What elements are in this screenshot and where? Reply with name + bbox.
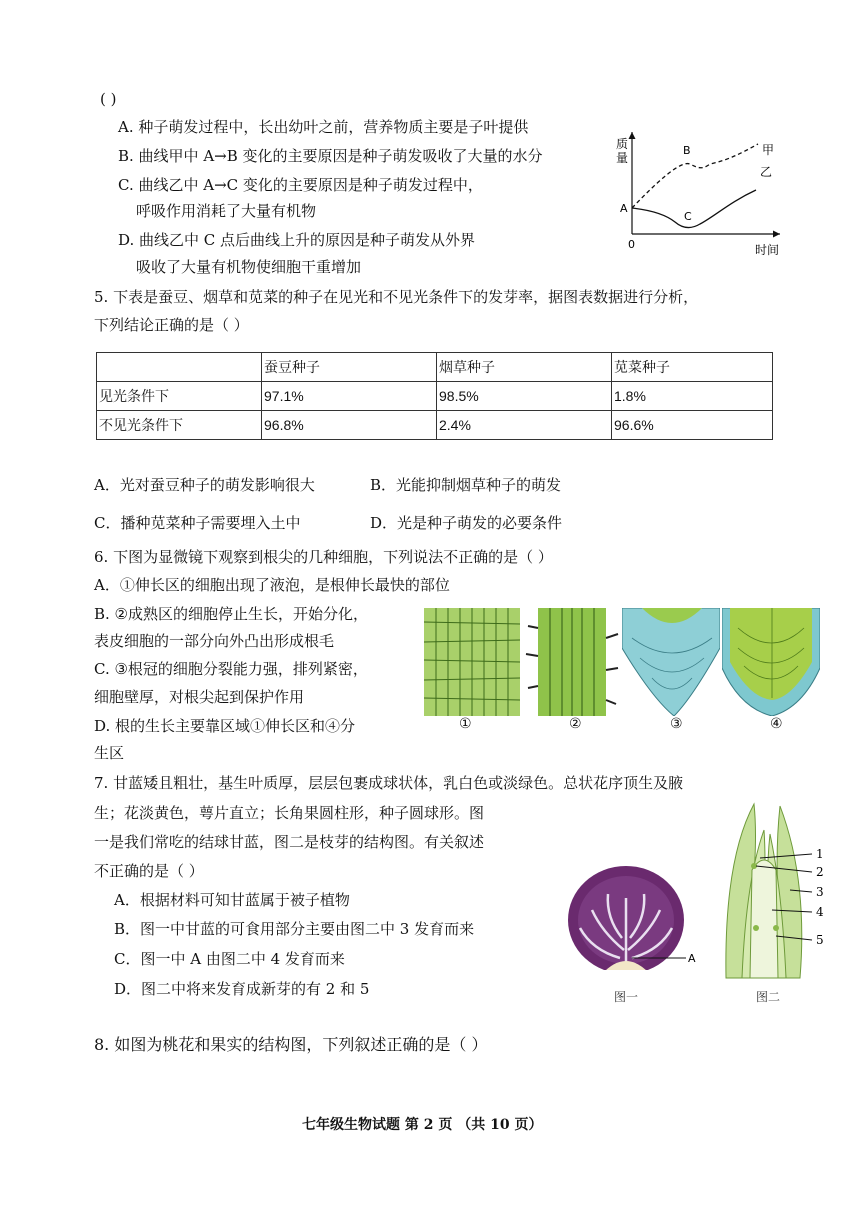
q5-option-a: A．光对蚕豆种子的萌发影响很大 [94, 476, 315, 494]
table-header-cell: 烟草种子 [437, 353, 612, 382]
root-cell-image-maturation [524, 608, 620, 716]
point-a-label: A [620, 202, 628, 215]
root-label-2: ② [569, 716, 582, 732]
root-cell-image-meristem [722, 608, 820, 716]
bud-structure-figure [716, 800, 832, 980]
table-header-row [97, 353, 773, 382]
point-c-label: C [684, 210, 692, 223]
table-cell: 见光条件下 [97, 382, 262, 411]
table-header-cell [97, 353, 262, 382]
q7-stem-line3: 一是我们常吃的结球甘蓝，图二是枝芽的结构图。有关叙述 [94, 833, 485, 851]
cabbage-figure [562, 858, 704, 976]
q5-germination-table [96, 352, 773, 440]
table-cell: 2.4% [437, 411, 612, 440]
q6-option-c-line1: C. ③根冠的细胞分裂能力强，排列紧密， [94, 660, 368, 678]
root-cell-image-elongation [424, 608, 520, 716]
q5-stem-line1: 5. 下表是蚕豆、烟草和苋菜的种子在见光和不见光条件下的发芽率，据图表数据进行分析， [94, 288, 699, 306]
root-cell-image-rootcap [622, 608, 720, 716]
figure1-caption: 图一 [614, 990, 639, 1004]
root-label-1: ① [459, 716, 472, 732]
q8-stem: 8. 如图为桃花和果实的结构图，下列叙述正确的是（ ） [94, 1035, 488, 1054]
point-b-label: B [683, 144, 691, 157]
bud-label-4: 4 [816, 905, 824, 919]
q4-option-b: B. 曲线甲中 A→B 变化的主要原因是种子萌发吸收了大量的水分 [118, 147, 543, 165]
q5-stem-line2: 下列结论正确的是（ ） [94, 316, 249, 334]
q7-stem-line2: 生；花淡黄色，萼片直立；长角果圆柱形，种子圆球形。图 [94, 804, 485, 822]
figure2-caption: 图二 [756, 990, 781, 1004]
q6-option-d-line1: D. 根的生长主要靠区域①伸长区和④分 [94, 717, 356, 735]
page-footer: 七年级生物试题 第 2 页 （共 10 页） [302, 1117, 543, 1133]
cabbage-label-a: A [688, 952, 696, 965]
table-cell: 96.8% [262, 411, 437, 440]
q4-option-d-line2: 吸收了大量有机物使细胞干重增加 [136, 258, 362, 276]
table-header-cell: 蚕豆种子 [262, 353, 437, 382]
y-label-1: 质 [616, 137, 629, 151]
table-cell: 97.1% [262, 382, 437, 411]
q4-option-c-line2: 呼吸作用消耗了大量有机物 [136, 202, 317, 220]
root-label-4: ④ [770, 716, 783, 732]
q6-option-d-line2: 生区 [94, 744, 125, 762]
table-cell: 98.5% [437, 382, 612, 411]
q4-mass-curve-graph [610, 124, 790, 260]
bud-label-5: 5 [816, 933, 824, 947]
table-cell: 96.6% [612, 411, 773, 440]
bud-label-3: 3 [816, 885, 824, 899]
q7-option-d: D．图二中将来发育成新芽的有 2 和 5 [114, 980, 370, 998]
curve-yi [632, 190, 756, 228]
table-header-cell: 苋菜种子 [612, 353, 773, 382]
q5-option-d: D．光是种子萌发的必要条件 [370, 514, 563, 532]
q4-option-d-line1: D. 曲线乙中 C 点后曲线上升的原因是种子萌发从外界 [118, 231, 476, 249]
q5-option-c: C．播种苋菜种子需要埋入土中 [94, 514, 301, 532]
table-cell: 1.8% [612, 382, 773, 411]
bud-label-2: 2 [816, 865, 824, 879]
q7-option-c: C．图一中 A 由图二中 4 发育而来 [114, 950, 345, 968]
q7-stem-line4: 不正确的是（ ） [94, 862, 204, 880]
table-row [97, 382, 773, 411]
q6-option-b-line2: 表皮细胞的一部分向外凸出形成根毛 [94, 632, 335, 650]
x-label: 时间 [755, 243, 780, 257]
table-cell: 不见光条件下 [97, 411, 262, 440]
table-row [97, 411, 773, 440]
series-yi-label: 乙 [760, 165, 773, 179]
series-jia-label: 甲 [762, 143, 775, 157]
root-label-3: ③ [670, 716, 683, 732]
q6-stem: 6. 下图为显微镜下观察到根尖的几种细胞，下列说法不正确的是（ ） [94, 548, 553, 566]
y-label-2: 量 [616, 151, 629, 165]
q7-option-a: A．根据材料可知甘蓝属于被子植物 [114, 891, 350, 909]
q6-option-a: A．①伸长区的细胞出现了液泡，是根伸长最快的部位 [94, 576, 450, 594]
q7-stem-line1: 7. 甘蓝矮且粗壮，基生叶质厚，层层包裹成球状体，乳白色或淡绿色。总状花序顶生及腋 [94, 774, 684, 792]
origin-label: 0 [628, 238, 635, 251]
q4-option-a: A. 种子萌发过程中，长出幼叶之前，营养物质主要是子叶提供 [118, 118, 529, 136]
q5-option-b: B．光能抑制烟草种子的萌发 [370, 476, 562, 494]
q6-option-b-line1: B. ②成熟区的细胞停止生长，开始分化， [94, 605, 369, 623]
q4-option-c-line1: C. 曲线乙中 A→C 变化的主要原因是种子萌发过程中， [118, 176, 483, 194]
bud-label-1: 1 [816, 847, 824, 861]
q6-option-c-line2: 细胞壁厚，对根尖起到保护作用 [94, 688, 305, 706]
q4-paren: ( ) [100, 90, 117, 108]
q7-option-b: B．图一中甘蓝的可食用部分主要由图二中 3 发育而来 [114, 920, 475, 938]
